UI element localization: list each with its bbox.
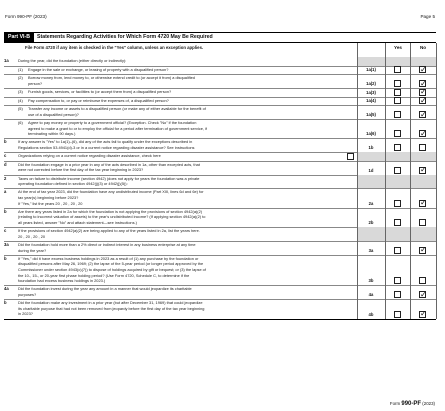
yes-checkbox[interactable] bbox=[394, 66, 401, 73]
column-divider bbox=[410, 43, 411, 319]
yes-column-header: Yes bbox=[394, 45, 402, 50]
line-reference: 4b bbox=[358, 312, 384, 317]
line-reference: 1a(2) bbox=[358, 81, 384, 86]
question-text: foundation had excess business holdings in 2023.) bbox=[18, 278, 106, 284]
column-divider bbox=[385, 43, 386, 319]
no-checkbox[interactable] bbox=[419, 167, 426, 174]
no-checkbox[interactable] bbox=[419, 130, 426, 137]
question-text: If "Yes," list the years 20 , 20 , 20 , 20 bbox=[18, 200, 83, 206]
question-number: 2 bbox=[4, 175, 7, 181]
question-text: Taxes on failure to distribute income (section 4942) (does not apply for years the foundation was a private bbox=[18, 175, 200, 181]
no-checkbox[interactable] bbox=[419, 144, 426, 151]
yes-checkbox[interactable] bbox=[394, 111, 401, 118]
shaded-answer-area bbox=[358, 152, 436, 161]
yes-checkbox[interactable] bbox=[394, 247, 401, 254]
line-reference: 1b bbox=[358, 145, 384, 150]
question-text: disqualified persons after May 26, 1969; (2) the lapse of the 5-year period (or longer period approved by the bbox=[18, 261, 204, 267]
question-text: use of a disqualified person)? bbox=[28, 111, 79, 117]
yes-checkbox[interactable] bbox=[394, 130, 401, 137]
question-text: Engage in the sale or exchange, or leasing of property with a disqualified person? bbox=[28, 66, 169, 72]
question-text: At the end of tax year 2023, did the foundation have any undistributed income (Part XIII, lines 6d and 6e) for bbox=[18, 189, 204, 195]
line-reference: 1a(5) bbox=[358, 112, 384, 117]
line-reference: 1d bbox=[358, 168, 384, 173]
question-subnumber: (2) bbox=[18, 75, 23, 81]
part-label: Part VI-B bbox=[4, 33, 34, 42]
no-checkbox[interactable] bbox=[419, 277, 426, 284]
question-subnumber: (1) bbox=[18, 66, 23, 72]
question-text: Organizations relying on a current notice regarding disaster assistance, check here bbox=[18, 153, 161, 159]
question-number: c bbox=[4, 228, 7, 234]
question-number: a bbox=[4, 189, 7, 195]
line-reference: 3b bbox=[358, 278, 384, 283]
question-number: b bbox=[4, 208, 7, 214]
no-checkbox[interactable] bbox=[419, 311, 426, 318]
question-text: Pay compensation to, or pay or reimburse the expenses of, a disqualified person? bbox=[28, 97, 169, 103]
footer-form-label: Form bbox=[389, 401, 401, 406]
yes-checkbox[interactable] bbox=[394, 291, 401, 298]
question-text: tax year(s) beginning before 2023? bbox=[18, 195, 79, 200]
question-text: its charitable purpose that had not been removed from jeopardy before the first day of the tax year beginning bbox=[18, 305, 205, 311]
question-number: 4a bbox=[4, 286, 9, 292]
question-text: Did the foundation hold more than a 2% direct or indirect interest in any business enterprise at any time bbox=[18, 242, 196, 247]
column-divider bbox=[436, 43, 437, 319]
no-checkbox[interactable] bbox=[419, 66, 426, 73]
question-text: Regulations section 53.4941(d)-3 or in a current notice regarding disaster assistance? See instructions bbox=[18, 145, 195, 150]
yes-checkbox[interactable] bbox=[394, 97, 401, 104]
question-text: Did the foundation invest during the year any amount in a manner that would jeopardize its charitable bbox=[18, 286, 192, 292]
yes-checkbox[interactable] bbox=[394, 89, 401, 96]
yes-checkbox[interactable] bbox=[394, 80, 401, 87]
yes-checkbox[interactable] bbox=[394, 277, 401, 284]
question-text: Did the foundation make any investment in a prior year (but after December 31, 1969) that could jeopardize bbox=[18, 300, 203, 306]
question-text: terminating within 90 days.) bbox=[28, 131, 76, 137]
question-text: all years listed, answer "No" and attach statement—see instructions.) bbox=[18, 220, 137, 225]
question-text: If any answer is "Yes" to 1a(1)–(6), did any of the acts fail to qualify under the exceptions described in bbox=[18, 139, 193, 145]
question-text: Commissioner under section 4943(c)(7)) to dispose of holdings acquired by gift or bequest; or (3) the lapse of bbox=[18, 267, 206, 272]
question-number: b bbox=[4, 139, 7, 145]
line-reference: 1a(6) bbox=[358, 131, 384, 136]
line-reference: 2b bbox=[358, 220, 384, 225]
no-checkbox[interactable] bbox=[419, 89, 426, 96]
footer-year: (2023) bbox=[422, 401, 435, 406]
line-reference: 2a bbox=[358, 201, 384, 206]
question-text: purposes? bbox=[18, 292, 37, 297]
disaster-assistance-checkbox[interactable] bbox=[347, 153, 354, 160]
no-column-header: No bbox=[419, 45, 427, 50]
yes-checkbox[interactable] bbox=[394, 144, 401, 151]
no-checkbox[interactable] bbox=[419, 111, 426, 118]
question-number: 1a bbox=[4, 58, 9, 63]
question-subnumber: (6) bbox=[18, 120, 23, 125]
question-text: person? bbox=[28, 80, 43, 86]
question-text: (relating to incorrect valuation of assets) to the year's undistributed income? (If applying section 4942(a)(2) to bbox=[18, 214, 206, 220]
yes-checkbox[interactable] bbox=[394, 219, 401, 226]
question-text: Furnish goods, services, or facilities to (or accept them from) a disqualified person? bbox=[28, 89, 172, 94]
question-text: were not corrected before the first day of the tax year beginning in 2023? bbox=[18, 167, 144, 173]
no-checkbox[interactable] bbox=[419, 200, 426, 207]
footer-form-name: 990-PF bbox=[401, 401, 422, 407]
shaded-answer-area bbox=[358, 175, 436, 189]
question-text: Did the foundation engage in a prior year in any of the acts described in 1a, other than excepted acts, that bbox=[18, 161, 200, 167]
part-title: Statements Regarding Activities for Which Form 4720 May Be Required bbox=[37, 34, 213, 40]
question-number: b bbox=[4, 300, 7, 306]
no-checkbox[interactable] bbox=[419, 247, 426, 254]
yes-checkbox[interactable] bbox=[394, 200, 401, 207]
part-header bbox=[4, 32, 436, 43]
question-text: If the provisions of section 4942(a)(2) are being applied to any of the years listed in 2a, list the years here. bbox=[18, 228, 200, 234]
question-text: If "Yes," did it have excess business holdings in 2023 as a result of (1) any purchase by the foundation or bbox=[18, 255, 199, 261]
line-reference: 1a(3) bbox=[358, 90, 384, 95]
question-text: Agree to pay money or property to a government official? (Exception. Check "No" if the foundation bbox=[28, 120, 197, 125]
form-footer bbox=[390, 401, 435, 407]
question-text: operating foundation defined in section 4942(j)(3) or 4942(j)(5)): bbox=[18, 181, 128, 187]
table-bottom-border bbox=[4, 319, 436, 320]
yes-checkbox[interactable] bbox=[394, 311, 401, 318]
question-text: the 10-, 15-, or 20-year first phase holding period? (Use Form 4720, Schedule C, to determine if the bbox=[18, 272, 190, 278]
question-text: During the year, did the foundation (either directly or indirectly): bbox=[18, 58, 127, 63]
line-reference: 3a bbox=[358, 248, 384, 253]
no-checkbox[interactable] bbox=[419, 80, 426, 87]
form-id: Form 990-PF (2023) bbox=[5, 14, 47, 19]
question-number: 3a bbox=[4, 242, 9, 247]
question-subnumber: (3) bbox=[18, 89, 23, 94]
question-subnumber: (4) bbox=[18, 97, 23, 103]
question-text: Are there any years listed in 2a for which the foundation is not applying the provisions of section 4942(a)(2) bbox=[18, 208, 203, 214]
question-text: during the year? bbox=[18, 247, 47, 253]
question-text: 20 , 20 , 20 , 20 bbox=[18, 233, 46, 239]
question-text: Transfer any income or assets to a disqualified person (or make any of either available for the benefit of bbox=[28, 106, 206, 112]
shaded-answer-area bbox=[358, 227, 436, 241]
question-subnumber: (5) bbox=[18, 106, 23, 112]
column-divider bbox=[357, 43, 358, 319]
page-number: Page 5 bbox=[420, 14, 435, 19]
question-number: c bbox=[4, 153, 7, 159]
question-text: Borrow money from, lend money to, or otherwise extend credit to (or accept it from) a disqualified bbox=[28, 75, 195, 81]
line-reference: 1a(4) bbox=[358, 98, 384, 103]
intro-instruction: File Form 4720 if any item is checked in the "Yes" column, unless an exception applies. bbox=[25, 45, 204, 50]
line-reference: 1a(1) bbox=[358, 67, 384, 72]
question-text: agreed to make a grant to or to employ the official for a period after termination of government service, if bbox=[28, 125, 207, 131]
no-checkbox[interactable] bbox=[419, 97, 426, 104]
no-checkbox[interactable] bbox=[419, 219, 426, 226]
yes-checkbox[interactable] bbox=[394, 167, 401, 174]
question-number: b bbox=[4, 255, 7, 261]
question-number: d bbox=[4, 161, 7, 167]
no-checkbox[interactable] bbox=[419, 291, 426, 298]
question-text: in 2023? bbox=[18, 311, 33, 317]
line-reference: 4a bbox=[358, 292, 384, 297]
